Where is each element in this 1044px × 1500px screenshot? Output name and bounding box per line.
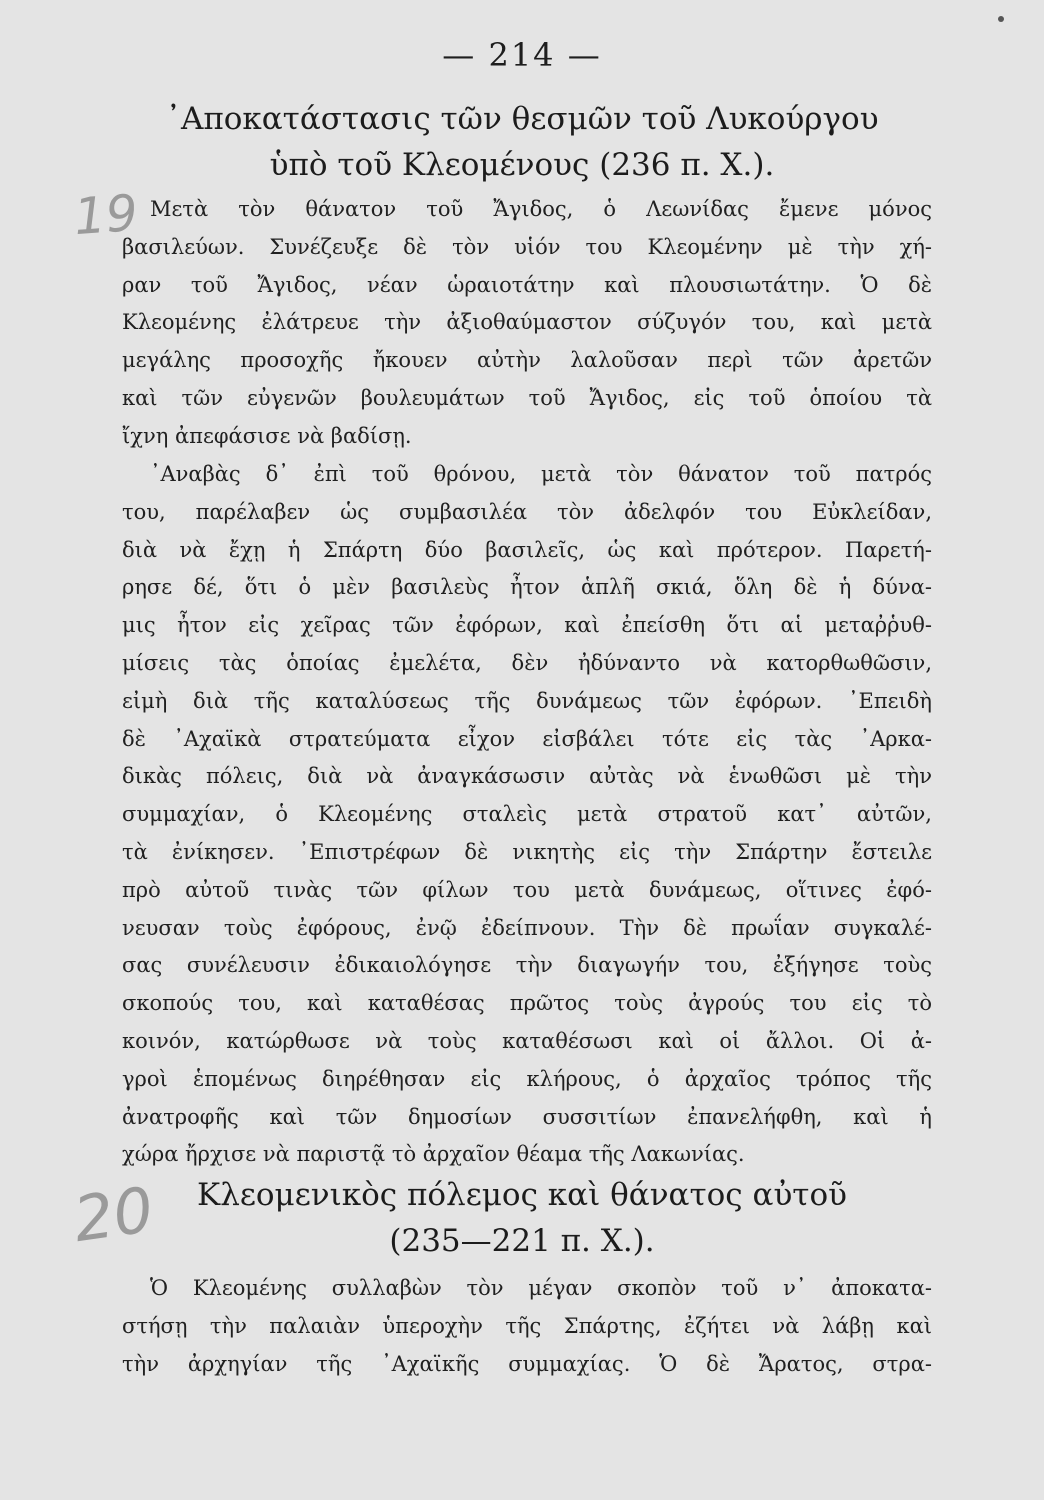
text-line: σας συνέλευσιν ἐδικαιολόγησε τὴν διαγωγήν του, ἐξήγησε τοὺς	[122, 953, 932, 978]
text-line: ρησε δέ, ὅτι ὁ μὲν βασιλεὺς ἦτον ἁπλῆ σκιά, ὅλη δὲ ἡ δύνα-	[122, 575, 932, 600]
section-title-cleomenic-war	[0, 1172, 1044, 1264]
handwritten-margin-note: 19	[72, 183, 140, 247]
text-line: καὶ τῶν εὐγενῶν βουλευμάτων τοῦ Ἄγιδος, εἰς τοῦ ὁποίου τὰ	[122, 385, 932, 410]
text-line: γροὶ ἑπομένως διηρέθησαν εἰς κλήρους, ὁ ἀρχαῖος τρόπος τῆς	[122, 1066, 932, 1091]
ink-speck	[998, 16, 1004, 22]
text-line: χώρα ἤρχισε νὰ παριστᾷ τὸ ἀρχαῖον θέαμα τῆς Λακωνίας.	[122, 1142, 745, 1167]
text-line: συμμαχίαν, ὁ Κλεομένης σταλεὶς μετὰ στρατοῦ κατ᾿ αὐτῶν,	[122, 802, 932, 827]
text-line: ραν τοῦ Ἄγιδος, νέαν ὡραιοτάτην καὶ πλουσιωτάτην. Ὁ δὲ	[122, 272, 932, 297]
text-line: τὴν ἀρχηγίαν τῆς ᾿Αχαϊκῆς συμμαχίας. Ὁ δὲ Ἄρατος, στρα-	[122, 1351, 932, 1376]
text-line: στήσῃ τὴν παλαιὰν ὑπεροχὴν τῆς Σπάρτης, ἐζήτει νὰ λάβῃ καὶ	[122, 1313, 932, 1338]
section-title-restoration	[0, 96, 1044, 188]
text-line: μίσεις τὰς ὁποίας ἐμελέτα, δὲν ἠδύναντο νὰ κατορθωθῶσιν,	[122, 650, 932, 675]
title-line: (235—221 π. Χ.).	[389, 1223, 655, 1259]
text-line: τὰ ἐνίκησεν. ᾿Επιστρέφων δὲ νικητὴς εἰς τὴν Σπάρτην ἔστειλε	[122, 839, 932, 864]
page-number: — 214 —	[442, 36, 602, 74]
title-line: Κλεομενικὸς πόλεμος καὶ θάνατος αὐτοῦ	[197, 1177, 847, 1213]
text-line: Μετὰ τὸν θάνατον τοῦ Ἄγιδος, ὁ Λεωνίδας ἔμενε μόνος	[150, 197, 932, 221]
title-line: ᾿Αποκατάστασις τῶν θεσμῶν τοῦ Λυκούργου	[165, 101, 879, 137]
title-line: ὑπὸ τοῦ Κλεομένους (236 π. Χ.).	[269, 147, 775, 183]
text-line: νευσαν τοὺς ἐφόρους, ἐνῷ ἐδείπνουν. Τὴν δὲ πρωΐαν συγκαλέ-	[122, 915, 932, 940]
text-line: πρὸ αὐτοῦ τινὰς τῶν φίλων του μετὰ δυνάμεως, οἵτινες ἐφό-	[122, 877, 932, 902]
text-line: μις ἦτον εἰς χεῖρας τῶν ἐφόρων, καὶ ἐπείσθη ὅτι αἱ μεταῤῥυθ-	[122, 613, 932, 638]
text-line: βασιλεύων. Συνέζευξε δὲ τὸν υἱόν του Κλεομένην μὲ τὴν χή-	[122, 234, 932, 259]
text-line: ἴχνη ἀπεφάσισε νὰ βαδίσῃ.	[122, 423, 412, 448]
paragraph-3	[122, 1270, 932, 1383]
text-line: ἀνατροφῆς καὶ τῶν δημοσίων συσσιτίων ἐπανελήφθη, καὶ ἡ	[122, 1104, 932, 1129]
paragraph-1	[122, 191, 932, 456]
text-line: ᾿Αναβὰς δ᾿ ἐπὶ τοῦ θρόνου, μετὰ τὸν θάνατον τοῦ πατρός	[150, 462, 932, 486]
text-line: δικὰς πόλεις, διὰ νὰ ἀναγκάσωσιν αὐτὰς νὰ ἑνωθῶσι μὲ τὴν	[122, 764, 932, 789]
text-line: του, παρέλαβεν ὡς συμβασιλέα τὸν ἀδελφόν του Εὐκλείδαν,	[122, 499, 932, 524]
text-line: μεγάλης προσοχῆς ἤκουεν αὐτὴν λαλοῦσαν περὶ τῶν ἀρετῶν	[122, 348, 932, 373]
text-line: Ὁ Κλεομένης συλλαβὼν τὸν μέγαν σκοπὸν τοῦ ν᾿ ἀποκατα-	[150, 1276, 932, 1300]
paragraph-2	[122, 456, 932, 1174]
text-line: εἰμὴ διὰ τῆς καταλύσεως τῆς δυνάμεως τῶν ἐφόρων. ᾿Επειδὴ	[122, 688, 932, 713]
handwritten-margin-note: 20	[69, 1172, 158, 1257]
text-line: διὰ νὰ ἔχῃ ἡ Σπάρτη δύο βασιλεῖς, ὡς καὶ πρότερον. Παρετή-	[122, 537, 932, 562]
text-line: κοινόν, κατώρθωσε νὰ τοὺς καταθέσωσι καὶ οἱ ἄλλοι. Οἱ ἀ-	[122, 1028, 932, 1053]
text-line: δὲ ᾿Αχαϊκὰ στρατεύματα εἶχον εἰσβάλει τότε εἰς τὰς ᾿Αρκα-	[122, 726, 932, 751]
text-line: Κλεομένης ἐλάτρευε τὴν ἀξιοθαύμαστον σύζυγόν του, καὶ μετὰ	[122, 310, 932, 335]
text-line: σκοπούς του, καὶ καταθέσας πρῶτος τοὺς ἀγρούς του εἰς τὸ	[122, 991, 932, 1016]
